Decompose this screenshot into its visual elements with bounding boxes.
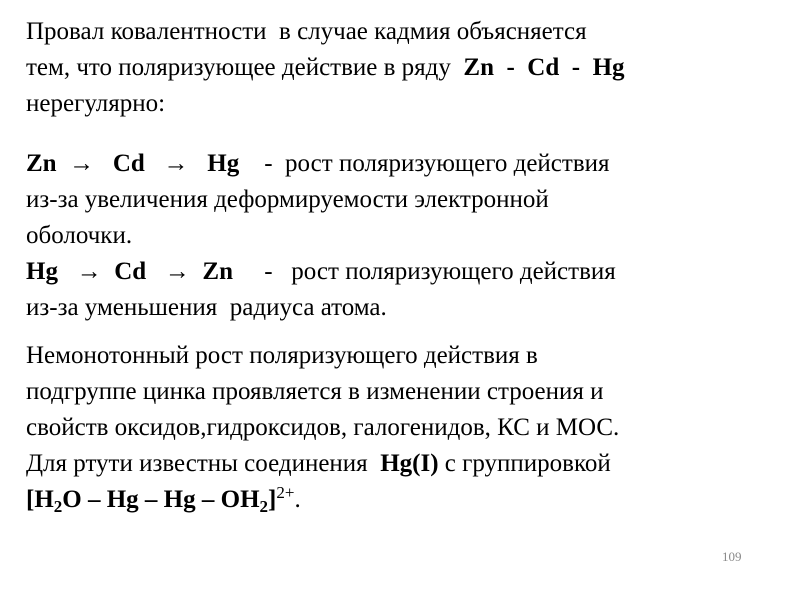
conclusion-line-1: Немонотонный рост поляризующего действия в [26, 342, 538, 369]
formula-subscript-2: 2 [259, 497, 269, 516]
conclusion-line-2: подгруппе цинка проявляется в изменении строения и [26, 378, 604, 405]
conclusion-line-4-text: Для ртути известны соединения [26, 450, 381, 477]
conclusion-line-3: свойств оксидов,гидроксидов, галогенидов, КС и МОС. [26, 414, 620, 441]
paragraph-gap [26, 326, 776, 338]
intro-line-3: нерегулярно: [26, 90, 166, 117]
series-up-description: - рост поляризующего действия [239, 150, 610, 177]
slide-content [26, 14, 776, 518]
formula-end: . [294, 486, 301, 513]
series-down-description: - рост поляризующего действия [232, 258, 616, 285]
series-up-line-1 [26, 146, 776, 182]
series-down-line-2: из-за уменьшения радиуса атома. [26, 294, 387, 321]
series-up-line-3: оболочки. [26, 222, 133, 249]
series-up-elements: Zn → Cd → Hg [26, 150, 240, 177]
mercury-compound: Hg(I) [380, 450, 439, 477]
series-down-elements: Hg → Cd → Zn [26, 258, 233, 285]
intro-line-2 [26, 50, 776, 86]
mercury-group-formula [26, 482, 776, 518]
series-down-line-1 [26, 254, 776, 290]
formula-open: [H [26, 486, 54, 513]
element-series-zn-cd-hg: Zn - Cd - Hg [463, 54, 625, 81]
intro-line-2-text: тем, что поляризующее действие в ряду [26, 54, 464, 81]
formula-middle: O – Hg – Hg – OH [62, 486, 260, 513]
page-number: 109 [722, 549, 742, 564]
conclusion-line-4 [26, 446, 776, 482]
series-up-line-2: из-за увеличения деформируемости электронной [26, 186, 549, 213]
formula-close: ] [268, 486, 277, 513]
intro-line-1: Провал ковалентности в случае кадмия объясняется [26, 18, 587, 45]
formula-subscript-1: 2 [53, 497, 63, 516]
paragraph-gap [26, 122, 776, 146]
formula-charge: 2+ [276, 483, 295, 502]
conclusion-line-4-tail: с группировкой [438, 450, 611, 477]
